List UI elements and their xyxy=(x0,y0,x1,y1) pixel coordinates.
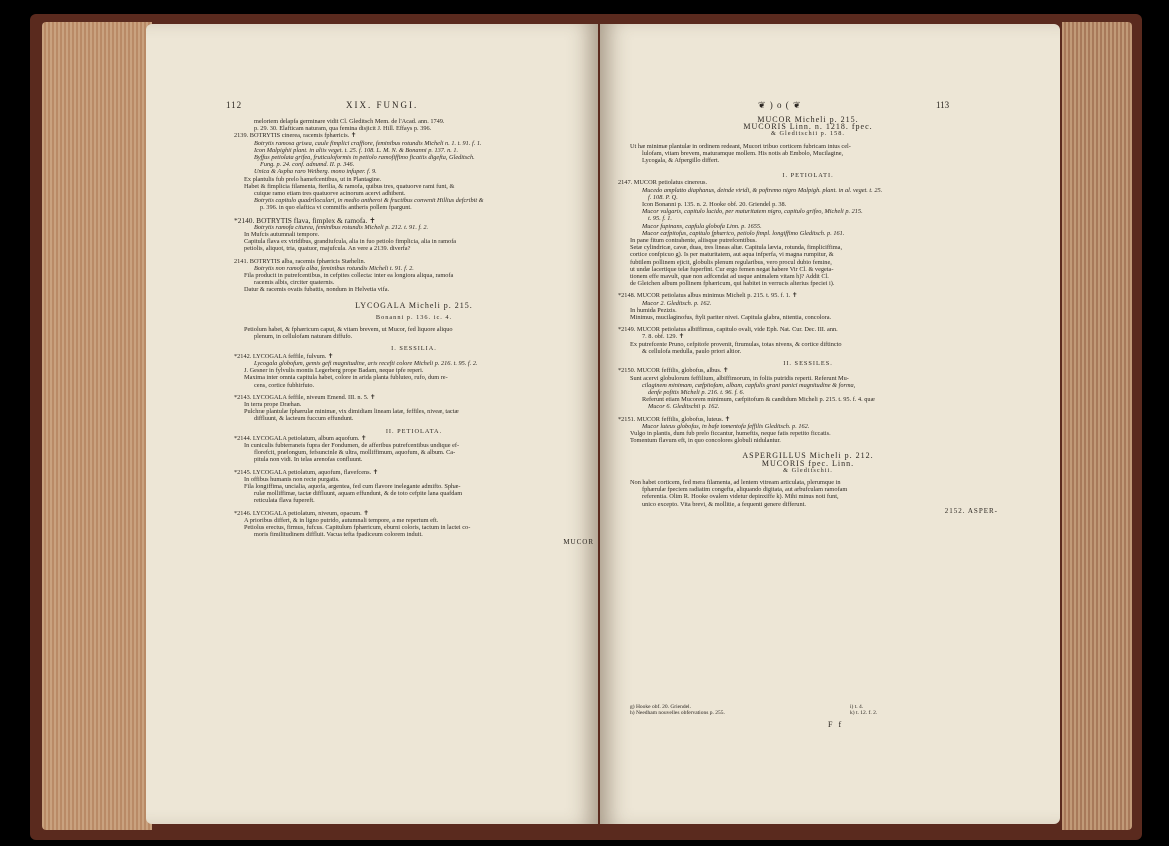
text-line: Icon Bonanni p. 135. n. 2. Hooke obf. 20. Griendel p. 38. xyxy=(642,201,787,209)
entry-heading: *2140. BOTRYTIS flava, fimplex & ramofa. ✝ xyxy=(234,215,376,225)
synonym-line: Mucor luteus globofus, in bafe tomentofa feffilis Gleditsch. p. 162. xyxy=(642,422,810,430)
text-line: plenum, in cellulofam naturam diffufo. xyxy=(254,333,353,341)
right-page-edges xyxy=(1062,22,1132,830)
genus-heading: MUCORIS fpec. Linn. xyxy=(761,458,855,468)
text-line: Fila producit in putrefcentibus, in cefpites collecta: inter ea longiora aliqua, ramofa xyxy=(244,272,454,280)
text-line: 7. 8. obf. 129. ✝ xyxy=(642,333,685,341)
genus-heading: ASPERGILLUS Micheli p. 212. xyxy=(742,451,874,461)
text-line: In pane fitum contrahente, aliisque putrefcentibus. xyxy=(630,237,757,245)
synonym-line: Mucor 6. Gleditschii p. 162. xyxy=(648,403,720,411)
text-line: moris fimilitudinem diffluit. Vacua tefta fpadiceum colorem induit. xyxy=(254,531,423,539)
footnote: g) Hooke obf. 20. Griendel. xyxy=(630,704,691,710)
text-line: rulæ molliffimæ, tactæ diffluunt, aquam effundunt, & de toto cefpite lana quafdam xyxy=(254,490,463,498)
synonym-line: Botrytis capitulo quadriloculari, in medio antheroi & fructibus convenit Hillius defcribit & xyxy=(254,197,484,205)
section-heading: II. PETIOLATA. xyxy=(385,427,443,435)
synonym-line: Botrytis ramosa grisea, caule fimplici craffiore, feminibus rotundis Micheli n. 1. t. 91. f. 1. xyxy=(254,139,482,147)
text-line: cuique ramo etiam tres quatuorve acinorum acervi adhibent. xyxy=(254,190,406,198)
entry-heading: 2147. MUCOR petiolatus cinereus. xyxy=(618,179,708,187)
synonym-line: Byffus petiolata grifea, fruticuloformis in petiolo ramofiffimo ficatiis digefta, Gleditsch. xyxy=(254,154,475,162)
text-line: Ex putrefcente Pruno, cefpitofe provenit, ftrumulas, totas nivens, & cortice diftincto xyxy=(630,340,842,348)
right-body-text xyxy=(618,116,998,515)
catchword: 2152. ASPER- xyxy=(944,506,998,515)
synonym-line: Botrytis non ramofa alba, feminibus rotundis Micheli t. 91. f. 2. xyxy=(254,264,414,272)
text-line: Pulchræ plantulæ fphærulæ minimæ, vix dimidiam lineam latæ, feffiles, niveæ, tactæ xyxy=(244,408,459,416)
text-line: Setæ cylindricæ, cavæ, duas, tres lineas altæ. Capitula lævia, rotunda, fimpliciffima, xyxy=(630,244,843,252)
synonym-line: Mucedo amplatto diaphanus, deinde viridi, & poftremo nigro Malpigh. plant. in al. veget. t. 25. xyxy=(642,186,883,194)
text-line: fphærulæ fpeciem radiatim congefta, aliquando digitata, aut arbufculam ramofam xyxy=(642,486,848,494)
genus-heading: MUCOR Micheli p. 215. xyxy=(757,115,859,124)
entry-heading: *2149. MUCOR petiolatus albiffimus, capitulo ovali, vide Eph. Nat. Cur. Dec. III. ann. xyxy=(618,326,838,334)
text-line: Capitula flava ex viridibus, grandiufcula, alia in fuo petiolo fimplicia, alia in ramofa xyxy=(244,238,457,246)
section-heading: II. SESSILES. xyxy=(783,360,833,368)
text-line: pitula non vidi. In telas arenofas confluunt. xyxy=(254,456,363,464)
synonym-line: t. 95. f. 1. xyxy=(648,215,672,223)
left-page-number: 112 xyxy=(226,100,243,110)
text-line: diffluunt, & lacteum fuccum effundunt. xyxy=(254,415,354,423)
synonym-line: Unica & Aspha raro Weiberg. mono infuper. f. 9. xyxy=(254,168,377,176)
left-page-edges xyxy=(42,22,152,830)
text-line: Sunt acervi globulorum feffilium, albiffimorum, in foliis putridis reperti. Referunt Mu- xyxy=(630,374,849,382)
footnote: i) t. 4. xyxy=(850,704,864,710)
text-line: Datur & racemis ovatis fubattis, nondum in Helvetia vifa. xyxy=(244,286,390,294)
text-line: p. 396. in quo elaftica vi commifis antheris pollem fpargunt. xyxy=(260,204,412,212)
genus-reference: & Gleditschii. xyxy=(783,466,833,474)
text-line: Fila longiffima, uncialia, aquofa, argentea, fed cum flavore inelegante admifto. Sphæ- xyxy=(244,482,461,490)
text-line: Petiolum habet, & fphæricum caput, & vitam brevem, ut Mucor, fed liquore aliquo xyxy=(244,326,453,334)
text-line: florefcit, prælongum, fefsuncinle & ultra, molliffimum, aquofum, & album. Ca- xyxy=(254,449,456,457)
text-line: Petiolus erectus, firmus, fufcus. Capitulum fphæricum, eburni coloris, tactum in lactei co- xyxy=(244,523,471,531)
entry-heading: *2144. LYCOGALA petiolatum, album aquofum. ✝ xyxy=(234,434,367,442)
text-line: p. 29. 30. Elafticam naturam, qua femina disjicit J. Hill. Effays p. 396. xyxy=(254,125,432,133)
synonym-line: Fung. p. 24. conf. adnumd. II. p. 346. xyxy=(260,161,355,169)
genus-reference: Bonanni p. 136. ic. 4. xyxy=(375,313,453,321)
text-line: Maxima inter omnia capitula habet, colore in arida planta fubluteo, rufo, dum re- xyxy=(244,374,448,382)
synonym-line: f. 108. P. Q. xyxy=(648,193,678,201)
text-line: Lycogala, & Afpergillo differt. xyxy=(642,157,720,165)
text-line: In humida Pezizis. xyxy=(630,306,677,314)
entry-heading: *2142. LYCOGALA feffile, fulvum. ✝ xyxy=(234,352,334,360)
text-line: Ex plantulis fub prelo hamefcentibus, ut in Plantagine. xyxy=(244,175,382,183)
left-page xyxy=(146,24,598,824)
text-line: cortice confpicuo g). Is per maturitatem, aut aqua infperfa, vi magna rumpitur, & xyxy=(630,251,834,259)
text-line: racemis albis, circiter quaternis. xyxy=(254,279,335,287)
entry-heading: *2146. LYCOGALA petiolatum, niveum, opacum. ✝ xyxy=(234,509,369,517)
text-line: In terra prope Dræhan. xyxy=(244,400,302,408)
text-line: Habet & fimplicia filamenta, fterilia, & ramofa, quibus tres, quatuorve rami funt, & xyxy=(244,182,455,190)
entry-heading: 2141. BOTRYTIS alba, racemis fphæricis Stæhelin. xyxy=(234,257,366,265)
text-line: meloriem delapfa germinare vidit Cl. Gleditsch Mem. de l'Acad. ann. 1749. xyxy=(254,118,445,125)
footnote: h) Needham nouvelles obfervations p. 255. xyxy=(630,710,725,716)
entry-heading: 2139. BOTRYTIS cinerea, racemis fphæricis. ✝ xyxy=(234,132,357,140)
footnote: k) t. 12. f. 2. xyxy=(850,710,878,716)
footnotes-right xyxy=(850,704,970,716)
text-line: Referunt etiam Mucorem minimum, cæfpitofum & candidum Micheli p. 215. t. 95. f. 4. quæ xyxy=(642,396,875,404)
text-line: Minimus, mucilaginofus, ftyli pariter nivei. Capitula glabra, nitentia, concolora. xyxy=(630,314,832,322)
genus-reference: & Gleditschii p. 158. xyxy=(771,130,845,138)
entry-heading: *2145. LYCOGALA petiolatum, aquofum, flavefcens. ✝ xyxy=(234,468,379,476)
text-line: In offibus humanis non recte purgatis. xyxy=(244,475,340,483)
genus-heading: LYCOGALA Micheli p. 215. xyxy=(355,300,473,310)
entry-heading: *2150. MUCOR feffilis, globofus, albus. ✝ xyxy=(618,367,729,375)
text-line: de Gleichen album pollinem fphæricum, qui habitet in verrucis alterius fpeciei i). xyxy=(630,280,835,288)
text-line: In Mufcis autumnali tempore. xyxy=(244,231,320,239)
left-running-title: XIX. FUNGI. xyxy=(346,100,419,110)
entry-heading: *2143. LYCOGALA feffile, niveum Emend. III. n. 5. ✝ xyxy=(234,393,376,401)
text-line: Tomentum flavum eft, in quo concolores globuli nidulantur. xyxy=(630,437,781,445)
text-line: fubtilem pollinem ejicit, globulis plenum regularibus, vero procul dubio femine, xyxy=(630,258,832,266)
synonym-line: Mucor 2. Gleditsch. p. 162. xyxy=(642,299,712,307)
text-line: tionem effe mavult, quæ non adfcendat ad usque animalem vitam h)? Addit Cl. xyxy=(630,273,829,281)
text-line: Ut hæ minimæ plantulæ in ordinem redeant, Mucori tribuo corticem fubricam intus cel- xyxy=(630,142,851,150)
synonym-line: Mucor vulgaris, capitulo lucido, per maturitatem nigro, capitulo grifeo, Micheli p. 215. xyxy=(642,208,863,216)
synonym-line: Botrytis ramofa citurea, feminibus rotundis Micheli p. 212. t. 91. f. 2. xyxy=(254,223,429,231)
signature-mark: F f xyxy=(828,720,844,729)
section-heading: I. PETIOLATI. xyxy=(782,172,834,180)
genus-heading: MUCORIS Linn. n. 1218. fpec. xyxy=(743,122,873,132)
text-line: & cellulofa medulla, paulo priori altior. xyxy=(642,347,742,355)
header-ornament: ❦ ) o ( ❦ xyxy=(758,100,802,110)
text-line: referentia. Olim R. Hooke ovalem videtur depinxiffe k). Mihi minus noti funt, xyxy=(642,493,839,501)
text-line: unico excepto. Vita brevi, & mollitie, a fequenti genere differunt. xyxy=(642,500,806,508)
right-page-number: 113 xyxy=(936,100,950,110)
text-line: ut undæ lacertique telæ fuperfint. Cur ergo femen negat habere Vir Cl. & vegeta- xyxy=(630,265,834,273)
footnotes-left xyxy=(630,704,830,716)
synonym-line: Lycogala globofum, gemis gefi magnitudine, aris recefti colore Micheli p. 216. t. 95. f. 2. xyxy=(254,359,478,367)
synonym-line: denfe pofitis Micheli p. 216. t. 96. f. 6. xyxy=(648,388,745,396)
text-line: In cuniculis fubterraneis fupra der Fondumen, de afferibus putrefcentibus undique ef- xyxy=(244,441,460,449)
text-line: reticulata flava fupereft. xyxy=(254,497,315,505)
synonym-line: Mucor fupinans, capfula globofa Linn. p. 1655. xyxy=(642,222,762,230)
left-body-text xyxy=(234,118,594,547)
text-line: cens, cortice fubhirfuto. xyxy=(254,381,315,389)
entry-heading: *2148. MUCOR petiolatus albus minimus Micheli p. 215. t. 95. f. 1. ✝ xyxy=(618,292,798,300)
right-page xyxy=(600,24,1060,824)
synonym-line: cilaginem minimam, cæfpitofam, albam, capfulis grani panici magnitudine & forma, xyxy=(642,381,856,389)
text-line: lulofam, vitam brevem, maturamque mollem. His notis ab Embolo, Mucilagine, xyxy=(642,149,844,157)
text-line: Vulgo in plantis, dum fub prelo ficcantur, humeftis, neque fatis repetito ficcatis. xyxy=(630,429,831,437)
catchword: MUCOR xyxy=(563,538,594,547)
text-line: A prioribus differt, & in ligno putrido, autumnali tempore, a me repertum eft. xyxy=(244,516,439,524)
text-line: Non habet corticem, fed mera filamenta, ad lentem vitream articulata, plerumque in xyxy=(630,478,841,486)
text-line: petiolis, aliquot, tria, quatuor, majufcula. An vere a 2139. diverfa? xyxy=(244,245,411,253)
text-line: J. Gesner in fylvulis montis Legerberg prope Badam, neque ipfe reperi. xyxy=(244,367,424,375)
entry-heading: *2151. MUCOR feffilis, globofus, luteus. ✝ xyxy=(618,415,731,423)
synonym-line: Icon Malpighii plant. in aliis veget. t. 25. f. 108. L. M. N. & Bonanni p. 137. n. 1. xyxy=(254,146,459,154)
synonym-line: Mucor cæfpitofus, capitulo fphærico, petiolo fimpl. longiffimo Gleditsch. p. 161. xyxy=(642,229,845,237)
section-heading: I. SESSILIA. xyxy=(391,345,437,353)
